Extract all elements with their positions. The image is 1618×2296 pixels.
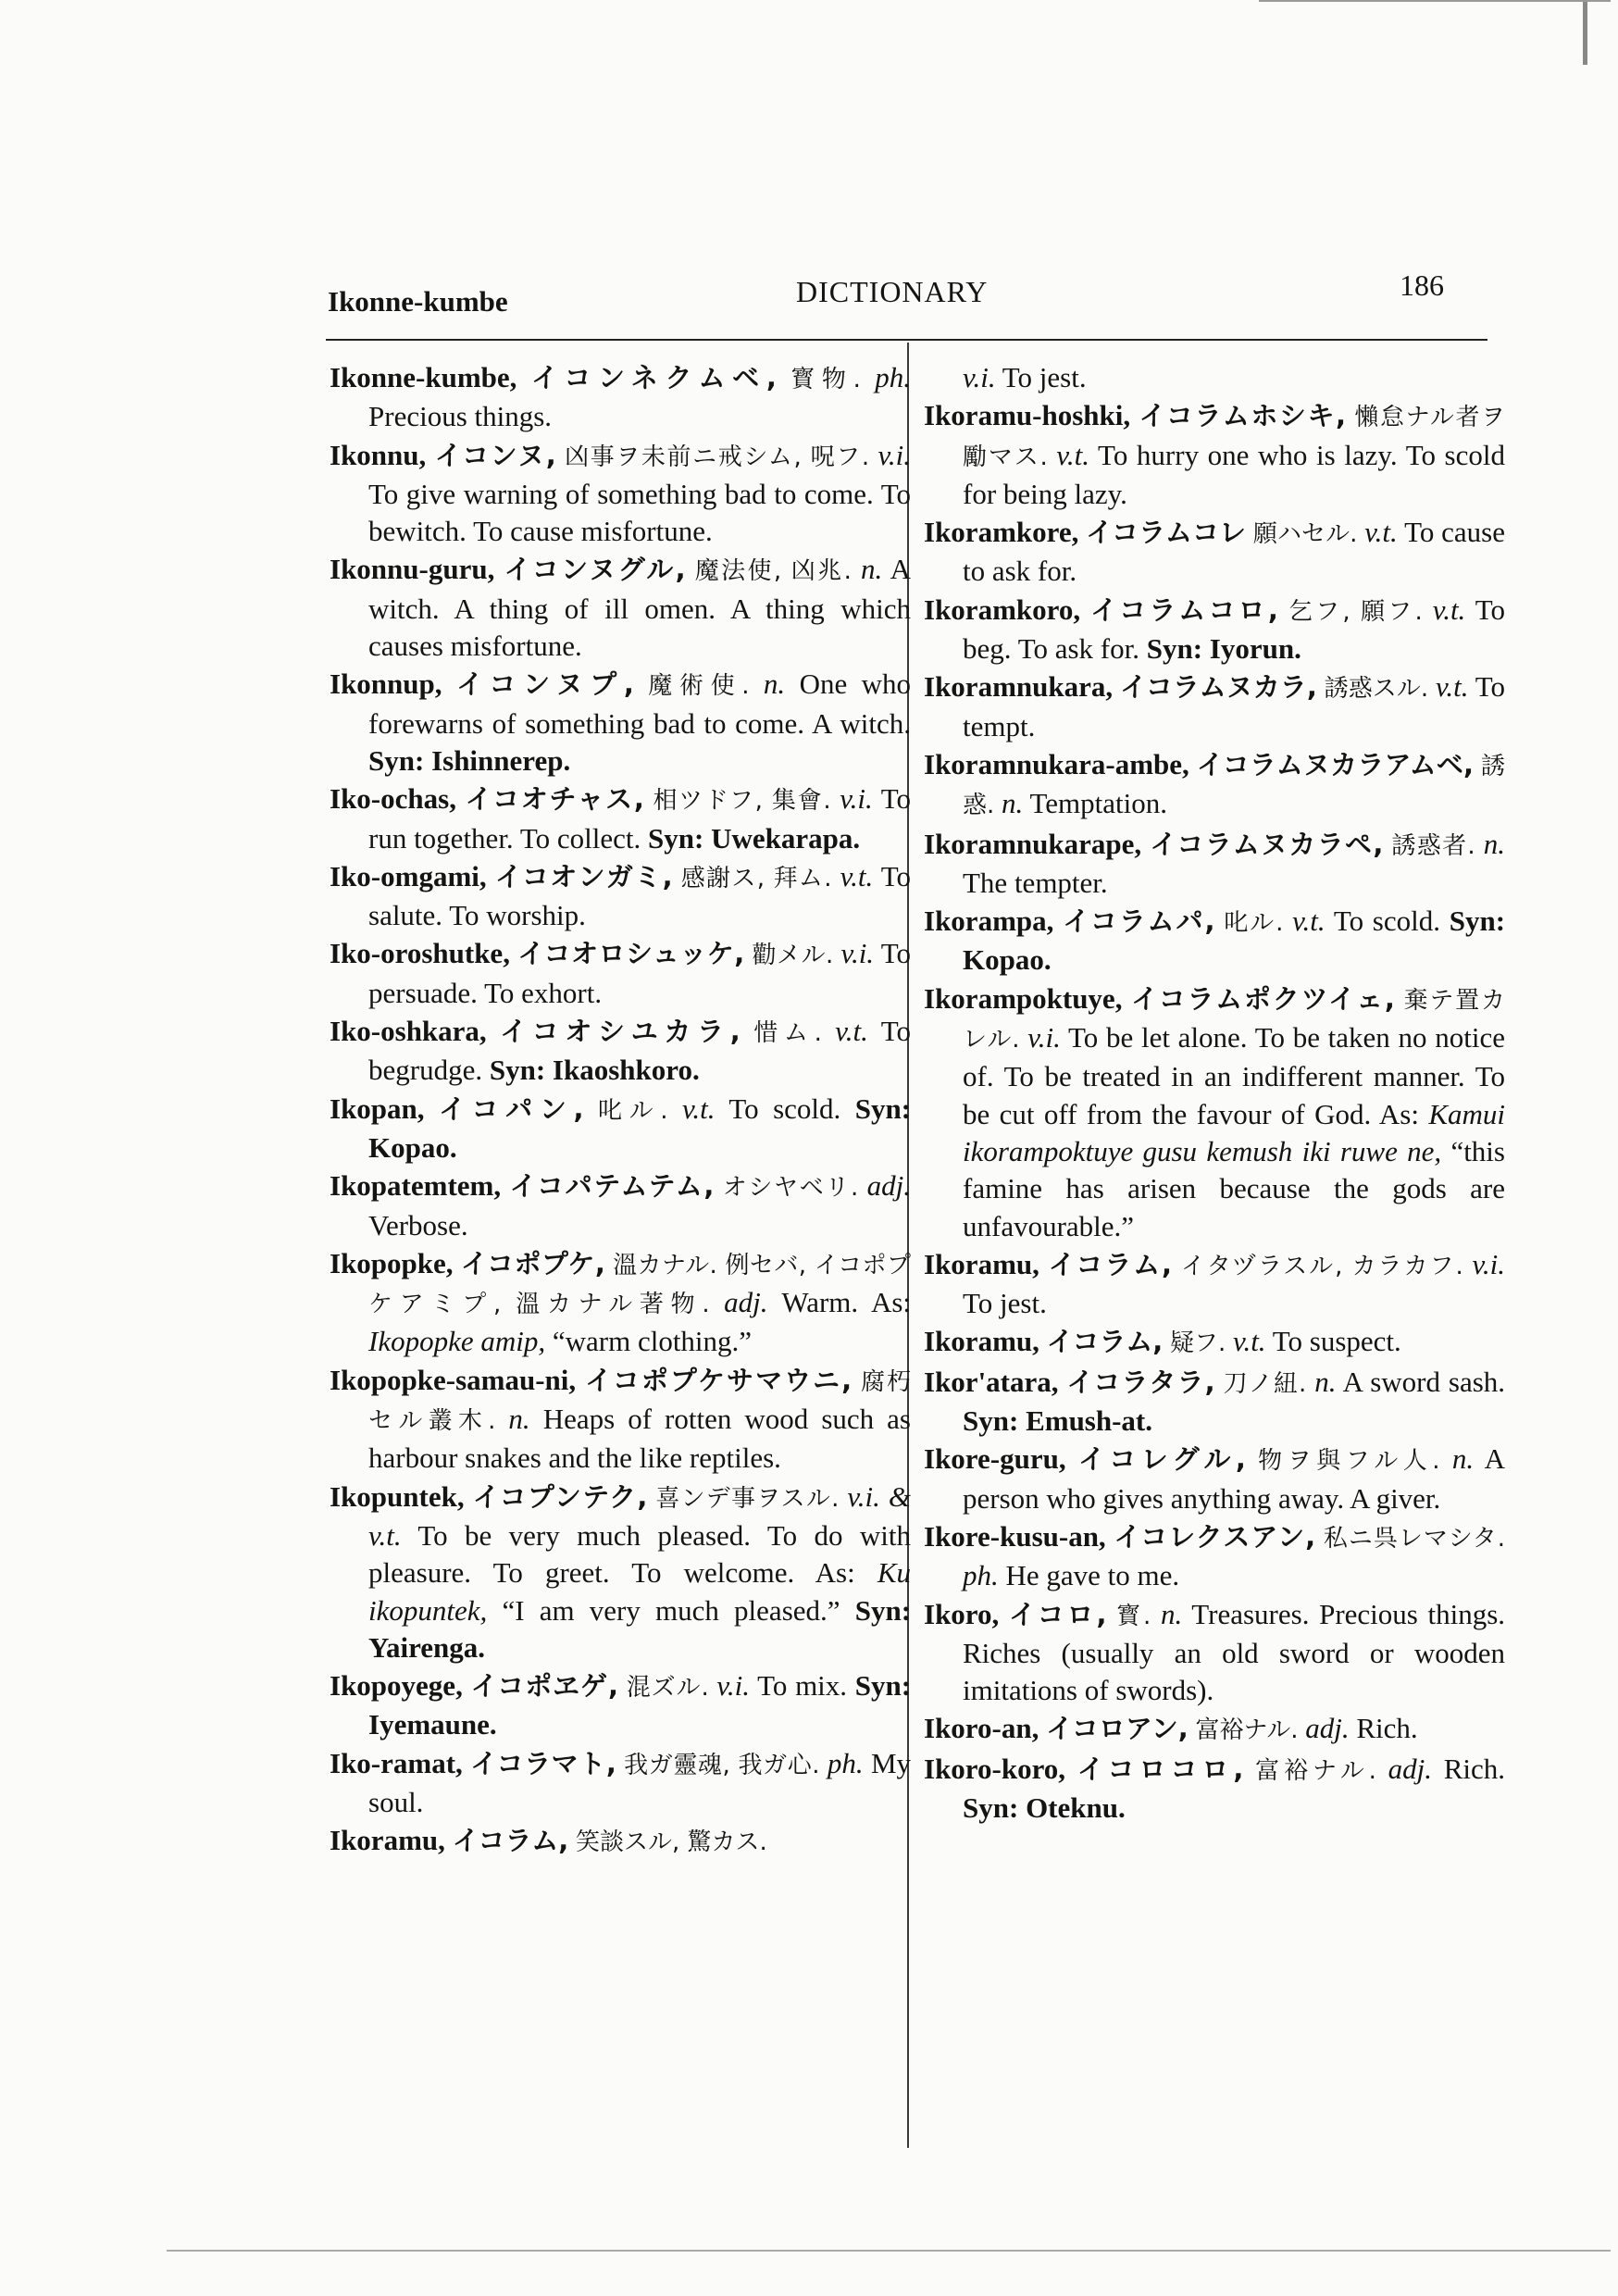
headword: Iko-ochas, xyxy=(330,782,456,816)
dictionary-entry xyxy=(924,1518,1505,1595)
dictionary-entry xyxy=(924,746,1505,825)
katakana-reading: イコラムヌカラペ, xyxy=(1150,828,1384,860)
header-rule xyxy=(326,339,1487,341)
japanese-gloss: 相ツドフ, 集會. xyxy=(653,787,831,816)
part-of-speech: n. xyxy=(1314,1365,1337,1398)
japanese-gloss: 魔術使. xyxy=(648,672,750,701)
katakana-reading: イコラム, xyxy=(1048,1248,1173,1280)
synonym-label: Syn: xyxy=(648,821,704,855)
definition: Temptation. xyxy=(1029,787,1167,820)
katakana-reading: イコンネクムベ, xyxy=(530,362,777,393)
katakana-reading: イコレクスアン, xyxy=(1114,1520,1316,1553)
right-column xyxy=(924,359,1505,1828)
synonym: Kopao. xyxy=(368,1130,457,1164)
dictionary-entry xyxy=(924,1364,1505,1441)
dictionary-entry xyxy=(330,1013,911,1090)
katakana-reading: イコポプケ, xyxy=(460,1247,605,1279)
headword: Iko-oshkara, xyxy=(330,1015,487,1048)
synonym: Kopao. xyxy=(963,943,1052,977)
headword: Ikonnu-guru, xyxy=(330,553,495,586)
dictionary-entry xyxy=(330,551,911,665)
example-translation: “this famine has arisen because the gods are unfavourable.” xyxy=(963,1134,1505,1242)
headword: Ikore-kusu-an, xyxy=(924,1519,1106,1553)
definition: Rich. xyxy=(1356,1712,1418,1745)
dictionary-entry xyxy=(924,1596,1505,1710)
part-of-speech: adj. xyxy=(724,1286,768,1319)
synonym: Uwekarapa. xyxy=(711,821,861,855)
synonym: Iyemaune. xyxy=(368,1708,497,1741)
dictionary-entry xyxy=(924,1246,1505,1323)
headword: Ikoramu, xyxy=(924,1247,1039,1280)
headword: Iko-ramat, xyxy=(330,1746,463,1779)
part-of-speech: adj. xyxy=(866,1169,911,1203)
headword: Ikoramu, xyxy=(924,1325,1039,1358)
part-of-speech: ph. xyxy=(875,361,911,393)
part-of-speech: v.i. xyxy=(1027,1021,1061,1054)
headword: Ikoro-an, xyxy=(924,1712,1039,1745)
katakana-reading: イコラムコレ xyxy=(1086,517,1247,549)
japanese-gloss: 勸メル. xyxy=(752,942,834,970)
definition: To jest. xyxy=(963,1287,1047,1320)
dictionary-entry xyxy=(330,1667,911,1744)
dictionary-entry xyxy=(924,980,1505,1245)
scan-edge-mark xyxy=(1583,0,1587,65)
dictionary-entry xyxy=(924,903,1505,980)
dictionary-entry xyxy=(330,1822,911,1861)
synonym: Ishinnerep. xyxy=(431,743,571,777)
definition: To beg. To ask for. xyxy=(963,593,1505,666)
part-of-speech: adj. xyxy=(1388,1752,1433,1785)
synonym-label: Syn: xyxy=(854,1593,912,1627)
part-of-speech: n. xyxy=(1002,787,1024,820)
japanese-gloss: 富裕ナル. xyxy=(1255,1756,1376,1785)
japanese-gloss: イタヅラスル, カラカフ. xyxy=(1180,1252,1463,1280)
dictionary-entry xyxy=(330,935,911,1012)
definition: One who forewarns of something bad to come. A witch. xyxy=(368,668,912,740)
katakana-reading: イコラムポクツイェ, xyxy=(1131,982,1395,1015)
katakana-reading: イコラムコロ, xyxy=(1090,593,1278,626)
definition: A witch. A thing of ill omen. A thing which causes misfortune. xyxy=(368,553,912,663)
headword: Ikore-guru, xyxy=(924,1442,1066,1476)
definition: To scold. xyxy=(1333,905,1440,938)
definition: Verbose. xyxy=(368,1208,468,1242)
japanese-gloss: 惜ム. xyxy=(753,1019,822,1048)
part-of-speech: n. xyxy=(508,1403,530,1436)
left-column xyxy=(330,359,911,1863)
headword: Ikoro-koro, xyxy=(924,1752,1066,1785)
synonym-label: Syn: xyxy=(963,1791,1019,1824)
definition: The tempter. xyxy=(963,866,1108,899)
example-translation: “warm clothing.” xyxy=(552,1325,753,1358)
japanese-gloss: 乞フ, 願フ. xyxy=(1288,597,1423,626)
synonym-label: Syn: xyxy=(854,1669,912,1703)
synonym: Yairenga. xyxy=(368,1630,486,1664)
synonym-label: Syn: xyxy=(854,1092,912,1125)
headword: Ikoro, xyxy=(924,1597,1000,1630)
synonym-label: Syn: xyxy=(1449,905,1506,938)
dictionary-entry xyxy=(924,592,1505,668)
part-of-speech: v.t. xyxy=(681,1092,716,1125)
japanese-gloss: 喜ンデ事ヲスル. xyxy=(655,1484,840,1513)
japanese-gloss: 寳物. xyxy=(790,366,861,393)
headword: Ikor'atara, xyxy=(924,1365,1059,1398)
katakana-reading: イコラタラ, xyxy=(1066,1366,1215,1398)
katakana-reading: イコパテムテム, xyxy=(509,1170,715,1203)
dictionary-entry xyxy=(330,1362,911,1478)
example-label: As: xyxy=(815,1556,855,1590)
definition: To begrudge. xyxy=(368,1015,912,1087)
katakana-reading: イコロコロ, xyxy=(1077,1753,1244,1785)
katakana-reading: イコラム, xyxy=(452,1825,569,1857)
japanese-gloss: 混ズル. xyxy=(626,1674,709,1703)
dictionary-entry xyxy=(330,437,911,551)
dictionary-entry xyxy=(924,1751,1505,1828)
running-head-center: DICTIONARY xyxy=(796,275,989,308)
dictionary-entry xyxy=(924,1441,1505,1517)
katakana-reading: イコラム, xyxy=(1046,1326,1164,1358)
japanese-gloss: 腐朽セル叢木. xyxy=(368,1367,911,1436)
katakana-reading: イコンヌグル, xyxy=(504,554,686,586)
part-of-speech: v.t. xyxy=(1292,905,1326,938)
headword: Ikonnup, xyxy=(330,668,442,701)
katakana-reading: イコポプケサマウニ, xyxy=(584,1364,853,1396)
japanese-gloss: 叱ル. xyxy=(597,1096,668,1125)
japanese-gloss: 富裕ナル. xyxy=(1195,1716,1299,1745)
definition: To be very much pleased. To do with pleasure. To greet. To welcome. xyxy=(368,1518,911,1590)
dictionary-entry xyxy=(924,1323,1505,1362)
katakana-reading: イコロアン, xyxy=(1046,1713,1189,1745)
dictionary-entry xyxy=(924,668,1505,745)
katakana-reading: イコレグル, xyxy=(1077,1443,1246,1476)
japanese-gloss: オシヤベリ. xyxy=(722,1174,859,1203)
japanese-gloss: 我ガ靈魂, 我ガ心. xyxy=(624,1751,820,1779)
part-of-speech: ph. xyxy=(827,1746,864,1779)
example-label: As: xyxy=(1378,1097,1419,1130)
definition: To give warning of something bad to come. To bewitch. To cause misfortune. xyxy=(368,477,911,548)
part-of-speech: v.i. xyxy=(963,361,996,393)
synonym: Oteknu. xyxy=(1026,1791,1126,1824)
headword: Ikoramnukara-ambe, xyxy=(924,747,1189,780)
japanese-gloss: 懶怠ナル者ヲ勵マス. xyxy=(963,404,1506,471)
dictionary-entry xyxy=(924,1710,1505,1749)
headword: Ikopan, xyxy=(330,1092,425,1125)
running-head-left: Ikonne-kumbe xyxy=(328,285,508,318)
definition: To mix. xyxy=(757,1669,848,1703)
definition: Treasures. Precious things. Riches (usually an old sword or wooden imitations of swords). xyxy=(963,1597,1506,1707)
headword: Ikopopke-samau-ni, xyxy=(330,1363,577,1396)
katakana-reading: イコンヌプ, xyxy=(455,668,634,701)
definition: To tempt. xyxy=(963,670,1506,742)
headword: Ikopatemtem, xyxy=(330,1169,502,1203)
japanese-gloss: 誘惑スル. xyxy=(1324,675,1429,704)
japanese-gloss: 魔法使, 凶兆. xyxy=(694,557,852,586)
dictionary-entry xyxy=(330,780,911,857)
dictionary-entry xyxy=(330,666,911,780)
definition: To persuade. To exhort. xyxy=(368,937,912,1009)
example-translation: “I am very much pleased.” xyxy=(502,1593,840,1627)
definition: To salute. To worship. xyxy=(368,859,912,932)
headword: Ikoramnukara, xyxy=(924,670,1114,704)
katakana-reading: イコンヌ, xyxy=(434,439,556,471)
japanese-gloss: 誘惑. xyxy=(963,752,1506,820)
headword: Ikoramkore, xyxy=(924,516,1079,549)
part-of-speech: v.t. xyxy=(1364,516,1398,549)
japanese-gloss: 叱ル. xyxy=(1224,909,1284,938)
headword: Iko-omgami, xyxy=(330,859,487,892)
japanese-gloss: 凶事ヲ未前ニ戒シム, 呪フ. xyxy=(565,443,870,471)
definition: A sword sash. xyxy=(1342,1365,1506,1398)
katakana-reading: イコラムホシキ, xyxy=(1139,400,1347,432)
definition: To scold. xyxy=(728,1092,841,1125)
part-of-speech: n. xyxy=(763,668,786,701)
part-of-speech: n. xyxy=(860,553,883,586)
japanese-gloss: 棄テ置カレル. xyxy=(963,986,1506,1054)
japanese-gloss: 刀ノ紐. xyxy=(1223,1369,1307,1398)
japanese-gloss: 私ニ呉レマシタ. xyxy=(1323,1524,1505,1553)
part-of-speech: v.t. xyxy=(1232,1325,1266,1358)
headword: Ikorampoktuye, xyxy=(924,981,1123,1015)
katakana-reading: イコオロシュッケ, xyxy=(517,938,745,970)
dictionary-entry xyxy=(924,514,1505,591)
definition: To be let alone. To be taken no notice of. To be treated in an indifferent manner. To be cut off from the favour of God. xyxy=(963,1021,1505,1130)
dictionary-entry xyxy=(330,1245,911,1361)
scan-edge-mark xyxy=(1259,0,1611,2)
definition: Rich. xyxy=(1443,1752,1506,1785)
katakana-reading: イコラマト, xyxy=(470,1747,616,1779)
dictionary-entry xyxy=(330,1745,911,1822)
definition: To run together. To collect. xyxy=(368,782,912,855)
definition: He gave to me. xyxy=(1005,1559,1180,1592)
katakana-reading: イコオンガミ, xyxy=(494,860,673,892)
synonym: Iyorun. xyxy=(1209,632,1301,666)
definition: Heaps of rotten wood such as harbour snakes and the like reptiles. xyxy=(368,1403,911,1475)
definition: To hurry one who is lazy. To scold for being lazy. xyxy=(963,438,1505,510)
katakana-reading: イコオシユカラ, xyxy=(500,1016,741,1048)
continued-entry xyxy=(924,359,1505,396)
japanese-gloss: 物ヲ與フル人. xyxy=(1258,1447,1440,1476)
part-of-speech: v.t. xyxy=(1432,593,1466,626)
part-of-speech: v.i. xyxy=(840,937,875,970)
headword: Ikoramu-hoshki, xyxy=(924,399,1131,432)
part-of-speech: n. xyxy=(1160,1597,1183,1630)
definition: To jest. xyxy=(1002,361,1087,393)
japanese-gloss: 誘惑者. xyxy=(1391,831,1475,860)
dictionary-entry xyxy=(924,397,1505,513)
japanese-gloss: 笑談スル, 驚カス. xyxy=(575,1828,767,1857)
japanese-gloss: 寳. xyxy=(1116,1602,1151,1630)
page-number: 186 xyxy=(1400,268,1444,302)
synonym: Ikaoshkoro. xyxy=(552,1054,700,1087)
headword: Ikorampa, xyxy=(924,905,1054,938)
definition: Warm. xyxy=(781,1286,859,1319)
katakana-reading: イコポヱゲ, xyxy=(470,1670,618,1703)
example-text: Ikopopke amip, xyxy=(368,1325,546,1358)
headword: Ikoramnukarape, xyxy=(924,827,1142,860)
synonym-label: Syn: xyxy=(368,743,425,777)
dictionary-entry xyxy=(330,359,911,436)
synonym-label: Syn: xyxy=(963,1404,1019,1438)
part-of-speech: n. xyxy=(1483,827,1506,860)
part-of-speech: v.t. xyxy=(840,859,874,892)
part-of-speech: v.i. xyxy=(840,782,873,816)
example-text: Kamui ikorampoktuye gusu kemush iki ruwe ne, xyxy=(963,1097,1506,1167)
synonym-label: Syn: xyxy=(1146,632,1203,666)
japanese-gloss: 疑フ. xyxy=(1169,1329,1226,1358)
part-of-speech: v.t. xyxy=(835,1015,868,1048)
headword: Ikonnu, xyxy=(330,438,427,471)
definition: A person who gives anything away. A giver. xyxy=(963,1442,1506,1515)
katakana-reading: イコラムヌカラ, xyxy=(1119,671,1317,704)
dictionary-entry xyxy=(330,1167,911,1244)
synonym-label: Syn: xyxy=(489,1054,546,1087)
katakana-reading: イコパン, xyxy=(438,1092,584,1125)
headword: Ikoramkoro, xyxy=(924,593,1081,626)
synonym: Emush-at. xyxy=(1026,1404,1153,1438)
katakana-reading: イコラムヌカラアムベ, xyxy=(1196,748,1475,780)
part-of-speech: n. xyxy=(1451,1442,1475,1476)
example-label: As: xyxy=(870,1286,912,1319)
dictionary-entry xyxy=(330,858,911,935)
katakana-reading: イコラムパ, xyxy=(1063,905,1215,938)
katakana-reading: イコプンテク, xyxy=(472,1480,648,1513)
part-of-speech: v.i. xyxy=(877,438,912,471)
example-text: Ku ikopuntek, xyxy=(368,1556,912,1627)
part-of-speech: v.i. xyxy=(716,1669,750,1703)
part-of-speech: v.t. xyxy=(1435,670,1469,704)
headword: Ikopuntek, xyxy=(330,1479,465,1513)
headword: Ikoramu, xyxy=(330,1824,445,1857)
dictionary-entry xyxy=(330,1479,911,1666)
headword: Ikonne-kumbe, xyxy=(330,361,517,393)
japanese-gloss: 願ハセル. xyxy=(1252,520,1358,549)
part-of-speech: v.t. xyxy=(1056,438,1089,471)
definition: To cause to ask for. xyxy=(963,516,1505,588)
headword: Ikopoyege, xyxy=(330,1669,463,1703)
katakana-reading: イコオチャス, xyxy=(465,783,644,816)
part-of-speech: adj. xyxy=(1305,1712,1350,1745)
definition: My soul. xyxy=(368,1746,912,1818)
japanese-gloss: 溫カナル. 例セバ, イコポプケアミプ, 溫カナル著物. xyxy=(368,1251,911,1319)
japanese-gloss: 感謝ス, 拜ム. xyxy=(680,864,832,892)
scan-edge-mark xyxy=(167,2250,1611,2252)
part-of-speech: v.i. & v.t. xyxy=(368,1479,911,1552)
dictionary-entry xyxy=(924,826,1505,903)
definition: Precious things. xyxy=(368,400,553,433)
headword: Ikopopke, xyxy=(330,1246,454,1279)
part-of-speech: v.i. xyxy=(1472,1247,1506,1280)
katakana-reading: イコロ, xyxy=(1008,1598,1107,1630)
dictionary-entry xyxy=(330,1091,911,1167)
part-of-speech: ph. xyxy=(963,1559,999,1592)
definition: To suspect. xyxy=(1272,1325,1401,1358)
headword: Iko-oroshutke, xyxy=(330,937,510,970)
